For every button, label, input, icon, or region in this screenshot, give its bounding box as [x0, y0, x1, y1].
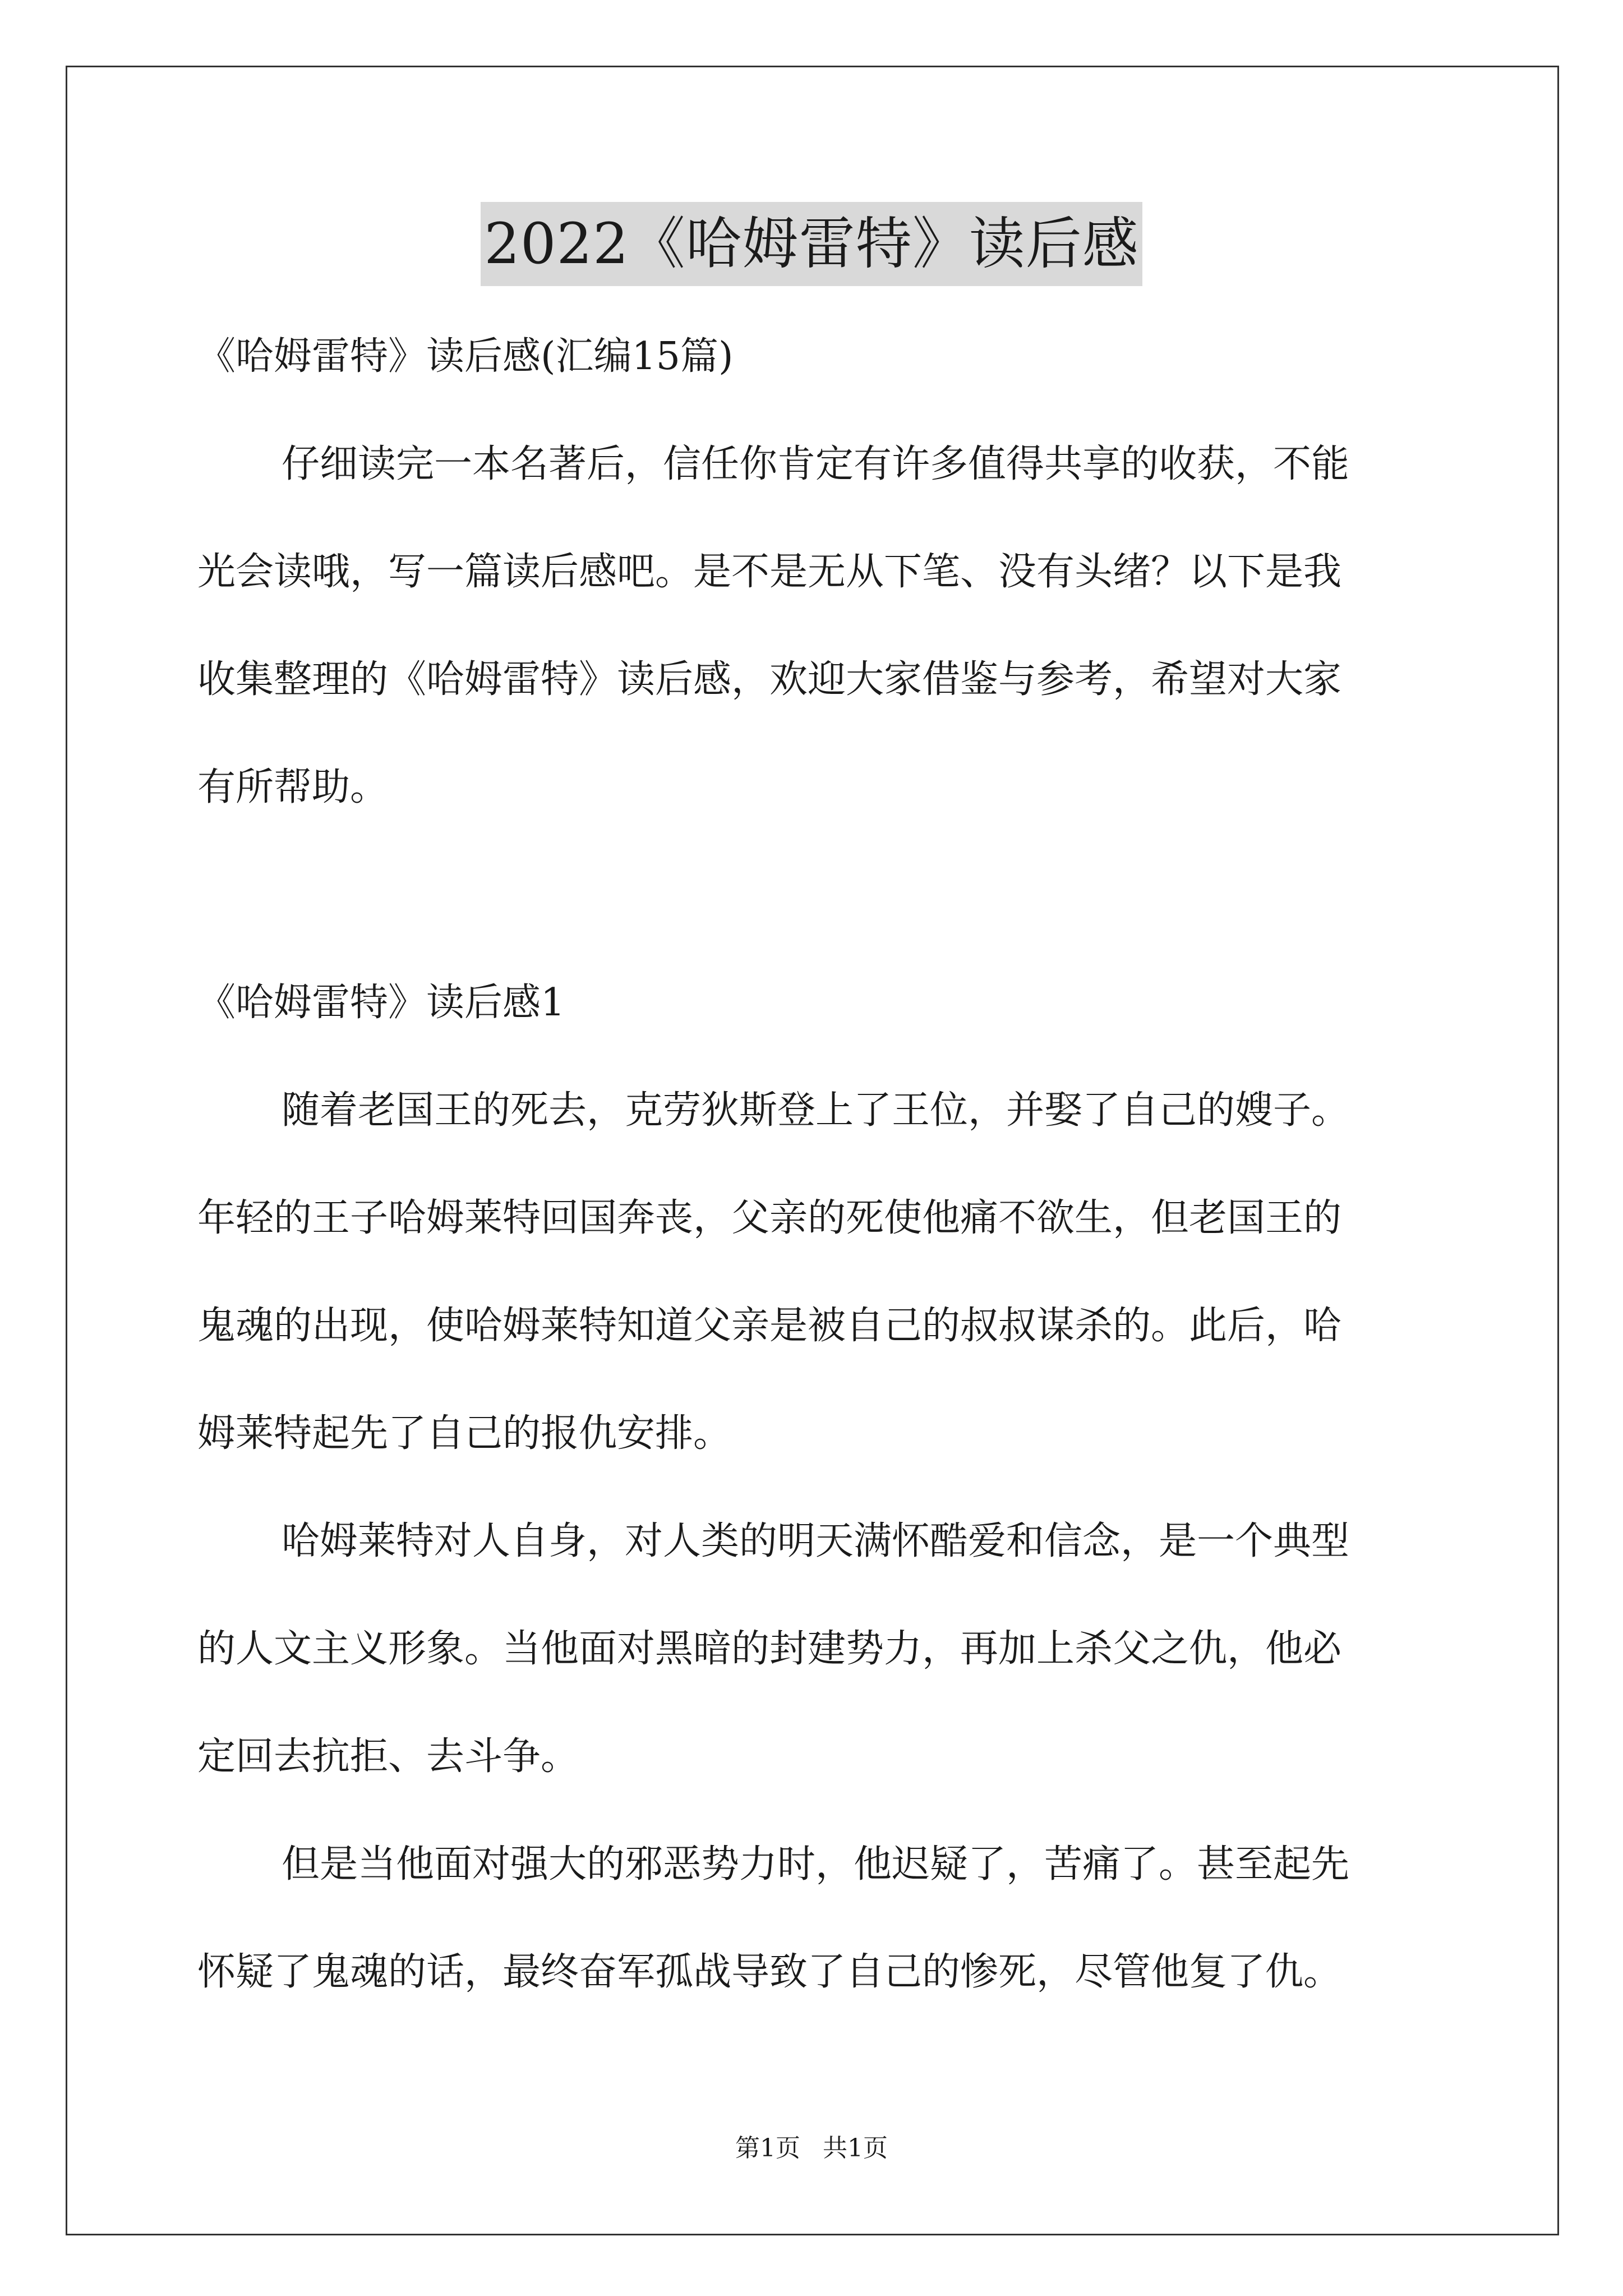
text-line: 但是当他面对强大的邪恶势力时，他迟疑了，苦痛了。甚至起先	[282, 1842, 1350, 1887]
paragraph-1	[197, 1057, 1437, 1488]
text-line: 哈姆莱特对人自身，对人类的明天满怀酷爱和信念，是一个典型	[282, 1519, 1350, 1563]
text-line: 有所帮助。	[197, 765, 389, 809]
text-line: 仔细读完一本名著后，信任你肯定有许多值得共享的收获，不能	[282, 442, 1350, 486]
document-subtitle: 《哈姆雷特》读后感(汇编15篇)	[197, 334, 734, 379]
text-line: 怀疑了鬼魂的话，最终奋军孤战导致了自己的惨死，尽管他复了仇。	[197, 1950, 1342, 1994]
text-line: 光会读哦，写一篇读后感吧。是不是无从下笔、没有头绪？以下是我	[197, 550, 1342, 594]
document-title: 2022《哈姆雷特》读后感	[481, 202, 1142, 286]
section-heading: 《哈姆雷特》读后感1	[197, 981, 565, 1025]
text-line: 随着老国王的死去，克劳狄斯登上了王位，并娶了自己的嫂子。	[282, 1088, 1350, 1133]
text-line: 年轻的王子哈姆莱特回国奔丧，父亲的死使他痛不欲生，但老国王的	[197, 1196, 1342, 1240]
title-area	[0, 202, 1623, 286]
text-line: 收集整理的《哈姆雷特》读后感，欢迎大家借鉴与参考，希望对大家	[197, 657, 1342, 702]
text-line: 定回去抗拒、去斗争。	[197, 1734, 579, 1779]
page-footer	[0, 2132, 1623, 2165]
intro-paragraph	[197, 411, 1437, 841]
paragraph-2	[197, 1488, 1437, 1811]
page-number: 第1页	[735, 2134, 800, 2162]
spacer	[197, 841, 1437, 949]
text-line: 鬼魂的出现，使哈姆莱特知道父亲是被自己的叔叔谋杀的。此后，哈	[197, 1304, 1342, 1348]
text-line: 姆莱特起先了自己的报仇安排。	[197, 1411, 732, 1456]
paragraph-3	[197, 1811, 1437, 2026]
document-body	[197, 303, 1437, 2026]
page-total: 共1页	[823, 2134, 888, 2162]
text-line: 的人文主义形象。当他面对黑暗的封建势力，再加上杀父之仇，他必	[197, 1627, 1342, 1671]
